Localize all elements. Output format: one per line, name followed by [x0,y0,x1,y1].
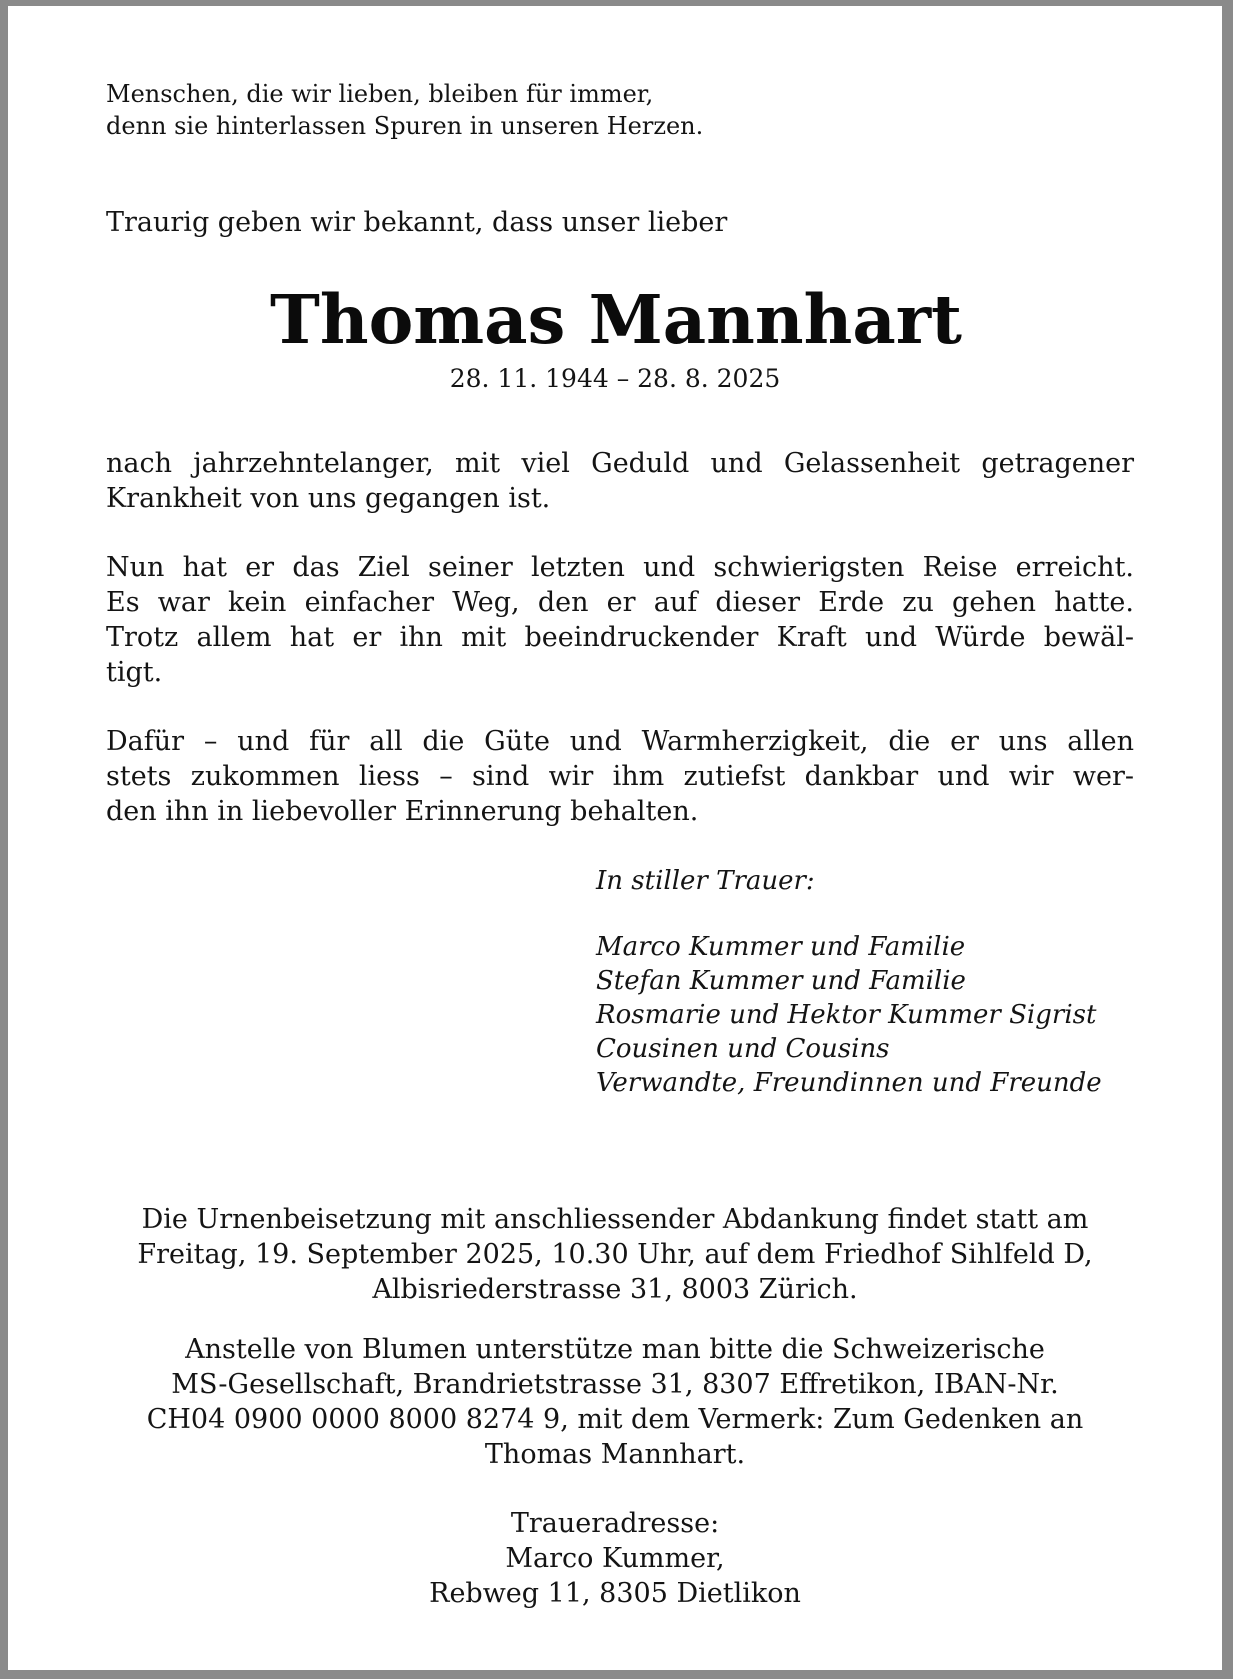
mourner-entry: Marco Kummer und Familie [596,932,966,962]
donation-line: Thomas Mannhart. [484,1439,746,1470]
address-line: Marco Kummer, [505,1543,725,1574]
deceased-name: Thomas Mannhart [270,280,962,359]
mourning-address [8,1506,1222,1611]
paragraph-gratitude [106,724,1134,829]
ceremony-line: Freitag, 19. September 2025, 10.30 Uhr, auf dem Friedhof Sihlfeld D, [137,1239,1093,1270]
paragraph-line: Trotz allem hat er ihn mit beeindruckender Kraft und Würde bewäl- [106,622,1134,653]
paragraph-line: tigt. [106,657,163,688]
motto-line: denn sie hinterlassen Spuren in unseren Herzen. [106,112,704,140]
address-line: Rebweg 11, 8305 Dietlikon [429,1578,801,1609]
mourner-entry: Rosmarie und Hektor Kummer Sigrist [596,1000,1097,1030]
donation-info [8,1332,1222,1472]
paragraph-line: Nun hat er das Ziel seiner letzten und schwierigsten Reise erreicht. [106,552,1134,583]
motto-quote [106,78,703,142]
paragraph-line: Krankheit von uns gegangen ist. [106,483,551,514]
paragraph-line: den ihn in liebevoller Erinnerung behalten. [106,796,699,827]
ceremony-line: Albisriederstrasse 31, 8003 Zürich. [372,1274,858,1305]
paragraph-line: nach jahrzehntelanger, mit viel Geduld und Gelassenheit getragener [106,448,1134,479]
paragraph-line: Dafür – und für all die Güte und Warmherzigkeit, die er uns allen [106,726,1134,757]
donation-line: Anstelle von Blumen unterstütze man bitte die Schweizerische [185,1334,1045,1365]
ceremony-line: Die Urnenbeisetzung mit anschliessender Abdankung findet statt am [141,1204,1089,1235]
ceremony-info [8,1202,1222,1307]
motto-line: Menschen, die wir lieben, bleiben für immer, [106,80,654,108]
mourners-heading: In stiller Trauer: [596,866,815,896]
address-line: Traueradresse: [510,1508,720,1539]
donation-line: MS-Gesellschaft, Brandrietstrasse 31, 8307 Effretikon, IBAN-Nr. [171,1369,1059,1400]
paragraph-illness [106,446,1134,516]
paragraph-journey [106,550,1134,690]
obituary-page [8,6,1222,1670]
mourner-entry: Stefan Kummer und Familie [596,966,966,996]
mourner-entry: Verwandte, Freundinnen und Freunde [596,1068,1102,1098]
mourner-entry: Cousinen und Cousins [596,1034,890,1064]
mourners-list [596,864,1102,1100]
intro-text: Traurig geben wir bekannt, dass unser lieber [106,207,728,238]
life-dates: 28. 11. 1944 – 28. 8. 2025 [449,364,781,393]
donation-line: CH04 0900 0000 8000 8274 9, mit dem Vermerk: Zum Gedenken an [146,1404,1084,1435]
paragraph-line: Es war kein einfacher Weg, den er auf dieser Erde zu gehen hatte. [106,587,1134,618]
paragraph-line: stets zukommen liess – sind wir ihm zutiefst dankbar und wir wer- [106,761,1134,792]
